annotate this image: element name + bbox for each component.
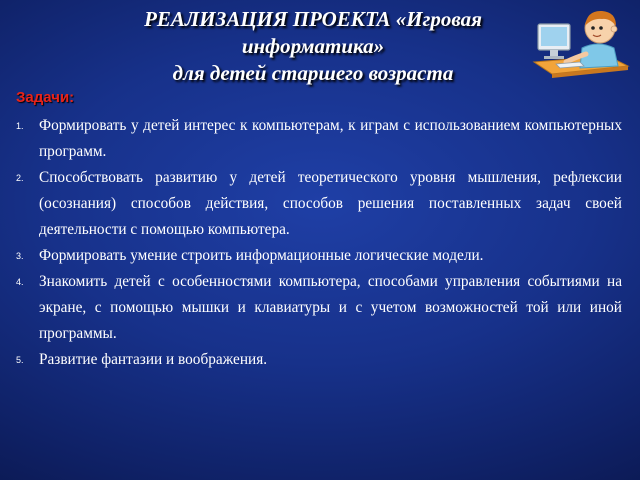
list-item-number: 3. [16,251,24,261]
list-item-text: Знакомить детей с особенностями компьютера, способами управления событиями на экране, с помощью мышки и клавиатуры и с учетом возможностей той или иной программы. [39,273,622,342]
list-item-text: Способствовать развитию у детей теоретического уровня мышления, рефлексии (осознания) способов действия, способов решения поставленных задач своей деятельности с помощью компьютера. [39,169,622,238]
slide-title [78,6,548,87]
list-item [16,113,622,165]
list-item [16,269,622,347]
list-item-number: 5. [16,355,24,365]
list-item [16,347,622,373]
boy-at-computer-icon [530,4,630,86]
list-item [16,243,622,269]
list-item-number: 1. [16,121,24,131]
title-line: РЕАЛИЗАЦИЯ ПРОЕКТА «Игровая [144,7,482,31]
list-item-number: 4. [16,277,24,287]
list-item-text: Формировать у детей интерес к компьютерам, к играм с использованием компьютерных программ. [39,117,622,160]
list-item [16,165,622,243]
tasks-heading: Задачи: [16,89,75,106]
title-line: информатика» [241,34,385,58]
title-line: для детей старшего возраста [172,61,454,85]
list-item-text: Формировать умение строить информационные логические модели. [39,247,484,264]
tasks-list [16,113,622,373]
list-item-number: 2. [16,173,24,183]
list-item-text: Развитие фантазии и воображения. [39,351,268,368]
